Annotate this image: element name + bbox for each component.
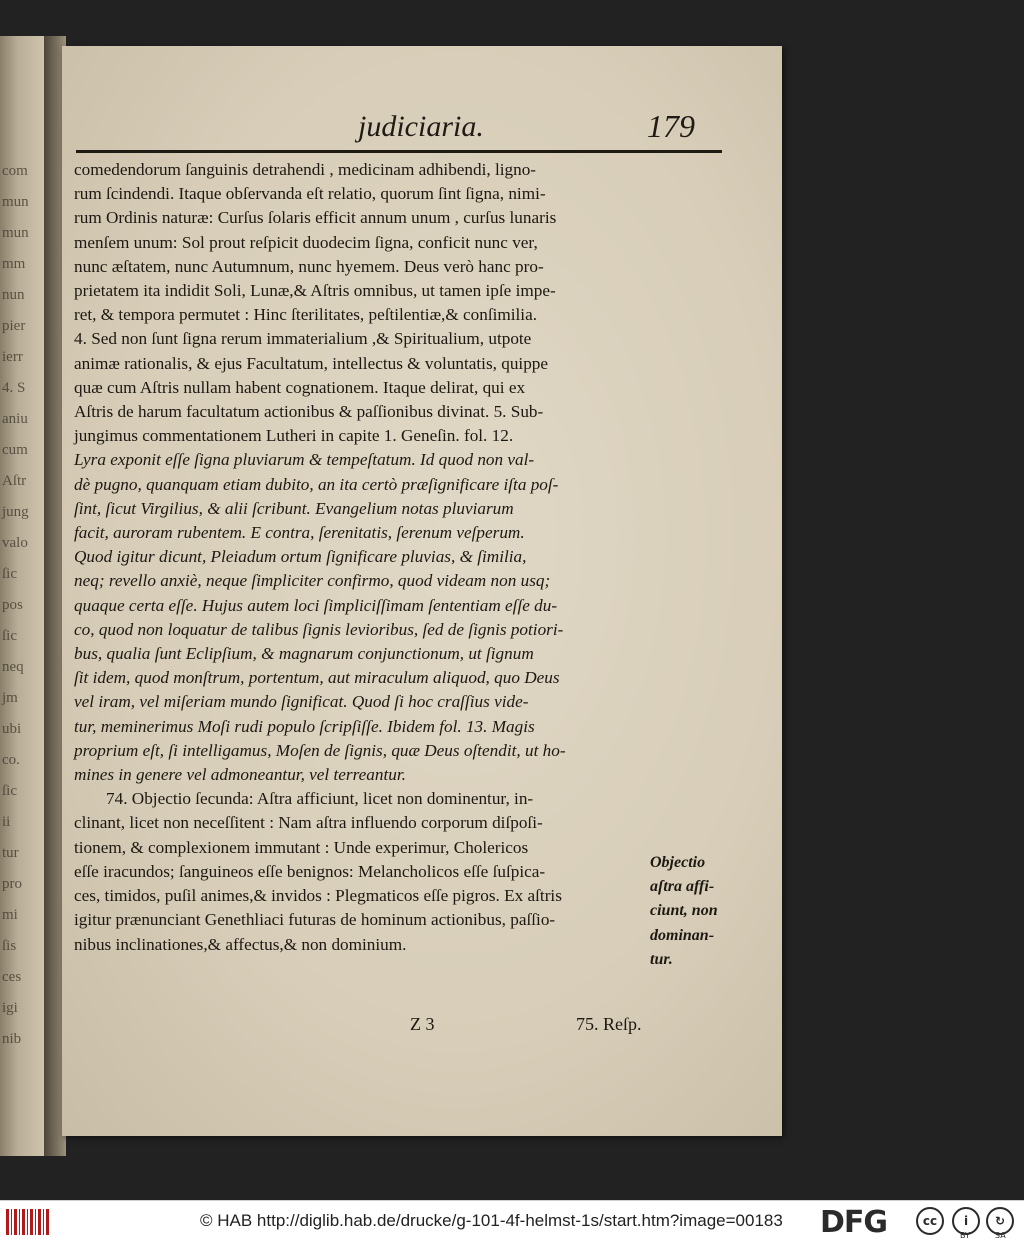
text-line: eſſe iracundos; ſanguineos eſſe benignos: Melancholicos eſſe ſuſpica- bbox=[74, 861, 546, 881]
edge-fragment: pier bbox=[2, 318, 26, 334]
copyright-link[interactable]: © HAB http://diglib.hab.de/drucke/g-101-4f-helmst-1s/start.htm?image=00183 bbox=[200, 1211, 783, 1230]
edge-fragment: cum bbox=[2, 442, 28, 458]
text-line: animæ rationalis, & ejus Facultatum, intellectus & voluntatis, quippe bbox=[74, 353, 549, 373]
body-text bbox=[74, 158, 642, 957]
text-line: facit, auroram rubentem. E contra, ſerenitatis, ſerenum veſperum. bbox=[74, 523, 525, 543]
edge-fragment: 4. S bbox=[2, 380, 26, 396]
edge-fragment: ubi bbox=[2, 721, 22, 737]
edge-fragment: valo bbox=[2, 535, 28, 551]
margin-note-line: aſtra affi- bbox=[650, 878, 715, 896]
edge-fragment: mi bbox=[2, 907, 18, 923]
header-rule bbox=[76, 150, 722, 153]
text-line: comedendorum ſanguinis detrahendi , medicinam adhibendi, ligno- bbox=[74, 160, 537, 179]
attribution-icon[interactable]: i bbox=[952, 1207, 980, 1235]
text-line: clinant, licet non neceſſitent : Nam aſtra influendo corporum diſpoſi- bbox=[74, 813, 543, 833]
text-line: menſem unum: Sol prout reſpicit duodecim ſigna, conficit nunc ver, bbox=[74, 232, 538, 252]
edge-fragment: neq bbox=[2, 659, 24, 675]
edge-fragment: nib bbox=[2, 1031, 22, 1047]
text-line: proprium eſt, ſi intelligamus, Moſen de ſignis, quæ Deus oſtendit, ut ho- bbox=[74, 740, 566, 760]
edge-fragment: mun bbox=[2, 194, 29, 210]
edge-fragment: pos bbox=[2, 597, 23, 613]
text-line: co, quod non loquatur de talibus ſignis levioribus, ſed de ſignis potiori- bbox=[74, 619, 564, 639]
text-line: 4. Sed non ſunt ſigna rerum immaterialium ,& Spiritualium, utpote bbox=[74, 329, 532, 349]
text-line: Lyra exponit eſſe ſigna pluviarum & tempeſtatum. Id quod non val- bbox=[74, 450, 535, 470]
edge-fragment: com bbox=[2, 163, 28, 179]
edge-fragment: ierr bbox=[2, 349, 23, 365]
edge-fragment: co. bbox=[2, 752, 20, 768]
text-line: nibus inclinationes,& affectus,& non dominium. bbox=[74, 934, 407, 954]
edge-fragment: nun bbox=[2, 287, 25, 303]
text-line: ſit idem, quod monſtrum, portentum, aut miraculum aliquod, quo Deus bbox=[74, 668, 560, 688]
edge-fragment: Aſtr bbox=[2, 473, 27, 489]
text-line: 74. Objectio ſecunda: Aſtra afficiunt, licet non dominentur, in- bbox=[106, 789, 534, 809]
text-line: ces, timidos, puſil animes,& invidos : Plegmaticos eſſe pigros. Ex aſtris bbox=[74, 886, 562, 906]
running-head: judiciaria. bbox=[358, 110, 484, 143]
edge-fragment: ſic bbox=[2, 783, 17, 799]
previous-page-text-fragments bbox=[0, 156, 46, 1055]
margin-note-line: ciunt, non bbox=[650, 902, 718, 920]
signature-mark: Z 3 bbox=[410, 1014, 435, 1034]
viewer-footer bbox=[0, 1200, 1024, 1242]
sa-label: SA bbox=[995, 1231, 1006, 1240]
creative-commons-icon[interactable]: cc bbox=[916, 1207, 944, 1235]
edge-fragment: tur bbox=[2, 845, 19, 861]
text-line: dè pugno, quanquam etiam dubito, an ita certò præſignificare iſta poſ- bbox=[74, 474, 559, 494]
margin-note-line: tur. bbox=[650, 950, 673, 968]
margin-note-line: Objectio bbox=[650, 854, 706, 871]
edge-fragment: mun bbox=[2, 225, 29, 241]
text-line: Aſtris de harum facultatum actionibus & paſſionibus divinat. 5. Sub- bbox=[74, 402, 544, 422]
text-line: ſint, ſicut Virgilius, & alii ſcribunt. Evangelium notas pluviarum bbox=[74, 498, 514, 518]
margin-note-line: dominan- bbox=[650, 926, 715, 944]
book-page bbox=[62, 46, 782, 1136]
share-alike-icon[interactable]: ↻ bbox=[986, 1207, 1014, 1235]
edge-fragment: ſic bbox=[2, 566, 17, 582]
text-line: quæ cum Aſtris nullam habent cognationem. Itaque delirat, qui ex bbox=[74, 377, 526, 397]
text-line: bus, qualia ſunt Eclipſium, & magnarum conjunctionum, ut ſignum bbox=[74, 644, 534, 664]
edge-fragment: ii bbox=[2, 814, 11, 830]
text-line: igitur prænunciant Genethliaci futuras de hominum actionibus, paſſio- bbox=[74, 910, 556, 930]
text-line: vel iram, vel miſeriam mundo ſignificat. Quod ſi hoc craſſius vide- bbox=[74, 692, 529, 712]
dfg-logo[interactable]: DFG bbox=[820, 1205, 888, 1240]
text-line: neq; revello anxiè, neque ſimpliciter confirmo, quod videam non usq; bbox=[74, 571, 551, 591]
text-line: jungimus commentationem Lutheri in capite 1. Geneſin. fol. 12. bbox=[74, 426, 514, 446]
by-label: BY bbox=[960, 1231, 970, 1240]
text-line: Quod igitur dicunt, Pleiadum ortum ſignificare pluvias, & ſimilia, bbox=[74, 547, 527, 567]
edge-fragment: jm bbox=[2, 690, 18, 706]
page-number: 179 bbox=[647, 108, 695, 144]
edge-fragment: ſis bbox=[2, 938, 17, 954]
text-line: tur, meminerimus Moſi rudi populo ſcripſiſſe. Ibidem fol. 13. Magis bbox=[74, 716, 535, 736]
text-line: tionem, & complexionem immutant : Unde experimur, Cholericos bbox=[74, 837, 529, 857]
hab-logo-icon[interactable] bbox=[6, 1209, 50, 1235]
edge-fragment: igi bbox=[2, 1000, 18, 1016]
text-line: rum Ordinis naturæ: Curſus ſolaris efficit annum unum , curſus lunaris bbox=[74, 208, 557, 228]
edge-fragment: aniu bbox=[2, 411, 28, 427]
edge-fragment: ces bbox=[2, 969, 22, 985]
edge-fragment: ſic bbox=[2, 628, 17, 644]
edge-fragment: jung bbox=[2, 504, 29, 520]
text-line: quaque certa eſſe. Hujus autem loci ſimpliciſſimam ſententiam eſſe du- bbox=[74, 595, 558, 615]
catchword: 75. Reſp. bbox=[576, 1014, 642, 1034]
margin-note bbox=[650, 851, 740, 972]
text-line: ret, & tempora permutet : Hinc ſterilitates, peſtilentiæ,& conſimilia. bbox=[74, 305, 537, 325]
edge-fragment: mm bbox=[2, 256, 26, 272]
previous-page-edge bbox=[0, 36, 46, 1156]
text-line: rum ſcindendi. Itaque obſervanda eſt relatio, quorum ſint ſigna, nimi- bbox=[74, 184, 546, 204]
edge-fragment: pro bbox=[2, 876, 22, 892]
text-line: nunc æſtatem, nunc Autumnum, nunc hyemem. Deus verò hanc pro- bbox=[74, 256, 544, 276]
text-line: mines in genere vel admoneantur, vel terreantur. bbox=[74, 765, 406, 785]
text-line: prietatem ita indidit Soli, Lunæ,& Aſtris omnibus, ut tamen ipſe impe- bbox=[74, 281, 556, 301]
